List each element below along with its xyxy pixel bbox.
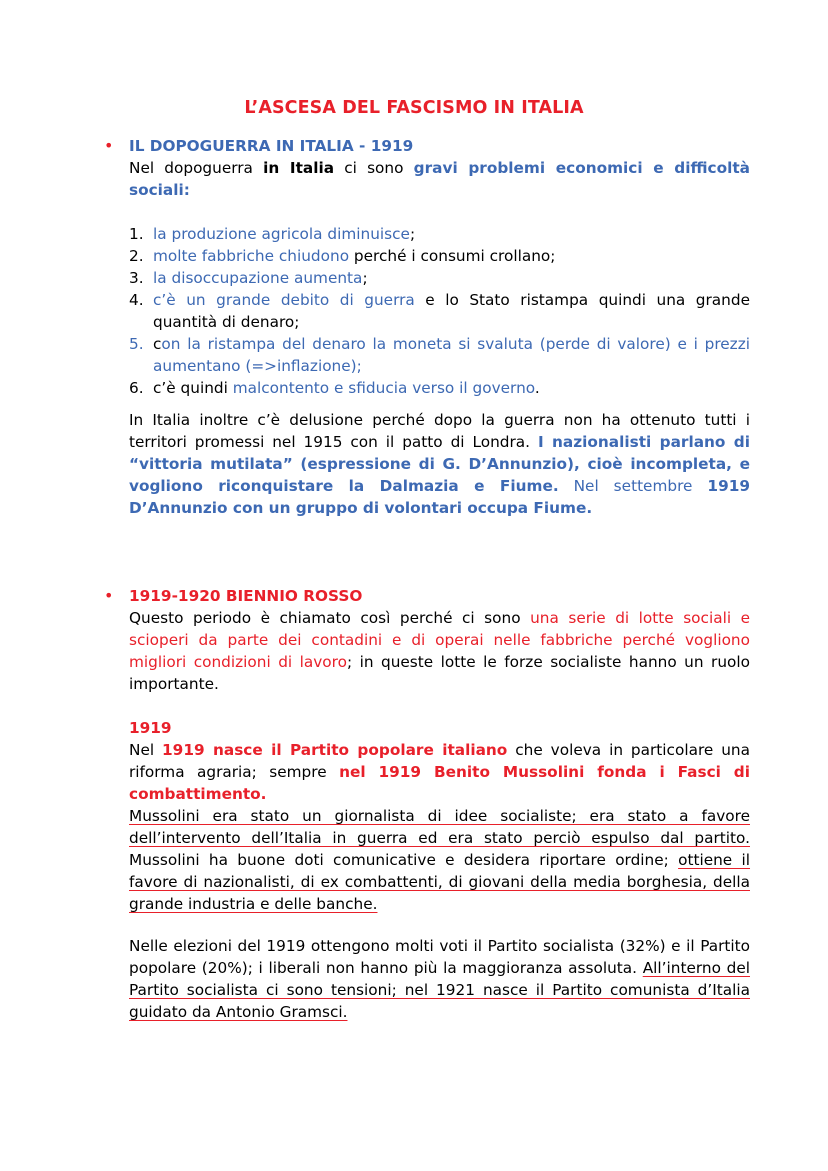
- paragraph-highlight: nel 1919 Benito Mussolini fonda i Fasci di combattimento.: [129, 763, 750, 803]
- paragraph-partito-popolare: [129, 739, 750, 805]
- intro-bold: in Italia: [263, 159, 335, 177]
- list-item-highlight: c’è un grande debito di guerra: [153, 291, 415, 309]
- paragraph-text: Nelle elezioni del 1919 ottengono molti voti il Partito socialista (32%) e il Partito popolare (20%); i liberali non hanno più la maggioranza assoluta.: [129, 937, 750, 977]
- paragraph-biennio: [129, 607, 750, 695]
- list-number: 5.: [129, 335, 144, 353]
- paragraph-mussolini: [129, 805, 750, 915]
- list-item: [129, 333, 750, 377]
- list-item-highlight: on la ristampa del denaro la moneta si svaluta (perde di valore) e i prezzi aumentano (=>inflazione);: [153, 335, 750, 375]
- list-item-text: e lo Stato ristampa quindi una grande quantità di denaro;: [153, 291, 750, 331]
- section-biennio-rosso: [129, 585, 750, 695]
- list-item-highlight: la disoccupazione aumenta: [153, 269, 363, 287]
- list-item-text: perché i consumi crollano;: [349, 247, 556, 265]
- paragraph-text: Questo periodo è chiamato così perché ci sono: [129, 609, 531, 627]
- paragraph-delusione: [129, 409, 750, 519]
- underlined-text: Mussolini era stato un giornalista di idee socialiste; era stato a favore dell’intervento dell’Italia in guerra ed era stato perciò espulso dal partito.: [129, 807, 750, 847]
- list-item-text: c: [153, 335, 162, 353]
- intro-text: Nel dopoguerra: [129, 159, 264, 177]
- list-item-highlight: la produzione agricola diminuisce: [153, 225, 410, 243]
- section-heading-dopoguerra: IL DOPOGUERRA IN ITALIA - 1919: [129, 137, 414, 155]
- underlined-text: All’interno del Partito socialista ci sono tensioni; nel 1921 nasce il Partito comunista d’Italia guidato da Antonio Gramsci.: [129, 959, 750, 1021]
- list-item: [129, 223, 750, 245]
- intro-text: ci sono: [334, 159, 414, 177]
- list-item-text: ;: [362, 269, 368, 287]
- intro-highlight: gravi problemi economici e difficoltà sociali:: [129, 159, 750, 199]
- paragraph-highlight: I nazionalisti parlano di “vittoria mutilata” (espressione di G. D’Annunzio), cioè incompleta, e vogliono riconquistare la Dalmazia e Fiume.: [129, 433, 751, 495]
- section-heading-biennio: 1919-1920 BIENNIO ROSSO: [129, 587, 363, 605]
- paragraph-text: In Italia inoltre c’è delusione perché dopo la guerra non ha ottenuto tutti i territori promessi nel 1915 con il patto di Londra.: [129, 411, 750, 451]
- list-item-text: .: [534, 379, 540, 397]
- section-1919: [129, 717, 750, 915]
- list-item: [129, 377, 750, 399]
- bullet-icon: •: [104, 586, 114, 605]
- underlined-text: ottiene il favore di nazionalisti, di ex combattenti, di giovani della media borghesia, della grande industria e delle banche.: [129, 851, 751, 913]
- paragraph-text: ; in queste lotte le forze socialiste hanno un ruolo importante.: [129, 653, 750, 693]
- section-dopoguerra-intro: [129, 135, 750, 201]
- list-item: [129, 289, 750, 333]
- paragraph-elezioni: [129, 935, 750, 1023]
- year-heading: 1919: [129, 719, 172, 737]
- list-item-highlight: malcontento e sfiducia verso il governo: [232, 379, 535, 397]
- list-item: [129, 267, 750, 289]
- paragraph-highlight: una serie di lotte sociali e scioperi da parte dei contadini e di operai nelle fabbriche perché vogliono migliori condizioni di lavoro: [129, 609, 750, 671]
- paragraph-text-blue: Nel settembre: [558, 477, 708, 495]
- page-title: L’ASCESA DEL FASCISMO IN ITALIA: [244, 98, 584, 118]
- list-number: 3.: [129, 269, 144, 287]
- paragraph-highlight: 1919 D’Annunzio con un gruppo di volontari occupa Fiume.: [129, 477, 750, 517]
- list-number: 1.: [129, 225, 144, 243]
- list-item-text: c’è quindi: [153, 379, 233, 397]
- list-item: [129, 245, 750, 267]
- list-item-highlight: molte fabbriche chiudono: [153, 247, 350, 265]
- list-number: 6.: [129, 379, 144, 397]
- intro-paragraph: [129, 157, 750, 201]
- problems-list: [129, 223, 750, 399]
- paragraph-text: Mussolini ha buone doti comunicative e desidera riportare ordine;: [129, 851, 679, 869]
- paragraph-text: che voleva in particolare una riforma agraria; sempre: [129, 741, 750, 781]
- paragraph-text: Nel: [129, 741, 163, 759]
- list-number: 4.: [129, 291, 144, 309]
- list-item-text: ;: [409, 225, 416, 243]
- list-number: 2.: [129, 247, 144, 265]
- paragraph-highlight: 1919 nasce il Partito popolare italiano: [162, 741, 508, 759]
- bullet-icon: •: [104, 136, 114, 155]
